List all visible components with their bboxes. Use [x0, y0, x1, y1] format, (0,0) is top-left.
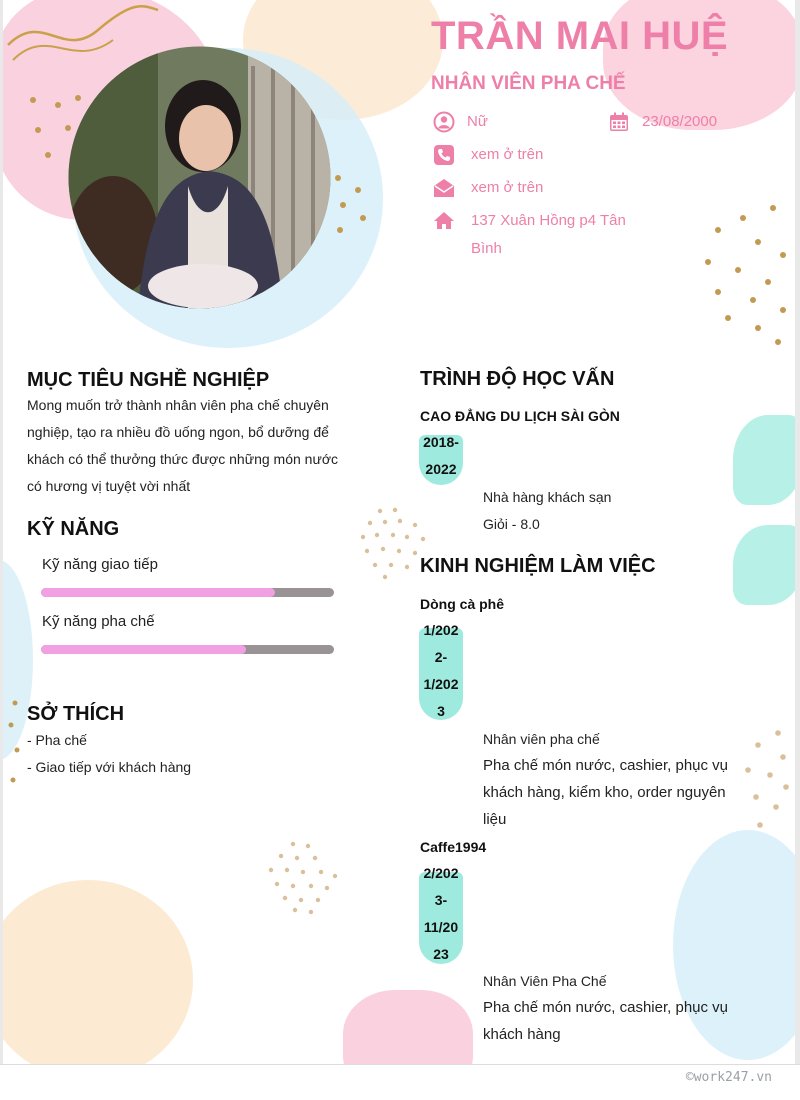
home-icon [433, 210, 455, 232]
cv-page [3, 0, 795, 1064]
period-line: 1/202 [423, 622, 459, 638]
job-period [418, 617, 464, 725]
period-line: 1/202 [423, 676, 459, 692]
calendar-icon [608, 111, 630, 133]
skill-bar-fill [41, 645, 246, 654]
phone-icon [433, 144, 455, 166]
skill-bar-bartending [41, 645, 334, 654]
period-line: 2018- [423, 434, 459, 450]
company-name: Dòng cà phê [420, 596, 505, 612]
email-icon [433, 177, 455, 199]
job-role: Nhân viên pha chế [483, 731, 600, 747]
email-value: xem ở trên [471, 179, 544, 196]
gold-dots-left [5, 695, 25, 790]
education-grade: Giỏi - 8.0 [483, 516, 540, 532]
gender-value: Nữ [467, 113, 488, 130]
candidate-name: TRẦN MAI HUỆ [431, 14, 729, 58]
skills-heading: KỸ NĂNG [27, 518, 120, 540]
skill-bar-communication [41, 588, 334, 597]
period-line: 23 [433, 946, 449, 962]
job-period [418, 860, 464, 968]
address-value: 137 Xuân Hồng p4 Tân Bình [471, 212, 626, 257]
period-line: 2- [434, 649, 448, 665]
phone-value: xem ở trên [471, 146, 544, 163]
experience-heading: KINH NGHIỆM LÀM VIỆC [420, 555, 656, 577]
job-role: Nhân Viên Pha Chế [483, 973, 607, 989]
mint-stroke-right-1 [733, 415, 795, 505]
peach-watercolor-bottomleft [3, 880, 193, 1064]
hobbies-heading: SỞ THÍCH [27, 703, 125, 725]
hobby-item: - Giao tiếp với khách hàng [27, 759, 192, 775]
education-period [418, 429, 464, 483]
period-line: 11/20 [423, 919, 459, 935]
school-name: CAO ĐẲNG DU LỊCH SÀI GÒN [420, 408, 620, 424]
period-line: 3- [434, 892, 448, 908]
skill-label-bartending: Kỹ năng pha chế [42, 613, 155, 630]
tan-dots-lower [263, 838, 348, 918]
objective-text: Mong muốn trở thành nhân viên pha chế chuyên nghiệp, tạo ra nhiều đồ uống ngon, bổ dưỡng để khách có thể thưởng thức được những món nước có hương vị tuyệt vời nhất [27, 397, 339, 494]
job-description: Pha chế món nước, cashier, phục vụ khách hàng [483, 999, 729, 1043]
company-name: Caffe1994 [420, 839, 487, 855]
skill-bar-fill [41, 588, 275, 597]
period-line: 2/202 [423, 865, 459, 881]
objective-heading: MỤC TIÊU NGHỀ NGHIỆP [27, 369, 270, 391]
hobby-item: - Pha chế [27, 732, 87, 748]
job-title: NHÂN VIÊN PHA CHẾ [431, 73, 626, 94]
pink-watercolor-bottom [343, 990, 473, 1064]
education-heading: TRÌNH ĐỘ HỌC VẤN [420, 368, 615, 390]
birthdate-value: 23/08/2000 [642, 113, 718, 130]
gold-dots-photo [328, 170, 378, 240]
period-line: 3 [437, 703, 445, 719]
viewer-footer [0, 1064, 800, 1100]
education-major: Nhà hàng khách sạn [483, 489, 612, 505]
watermark: ©work247.vn [685, 1070, 772, 1085]
job-description: Pha chế món nước, cashier, phục vụ khách hàng, kiểm kho, order nguyên liệu [483, 757, 729, 828]
gold-dots-right [698, 200, 793, 350]
mint-stroke-right-2 [733, 525, 795, 605]
period-line: 2022 [425, 461, 457, 477]
user-icon [433, 111, 455, 133]
profile-photo [68, 46, 331, 309]
skill-label-communication: Kỹ năng giao tiếp [42, 556, 158, 573]
